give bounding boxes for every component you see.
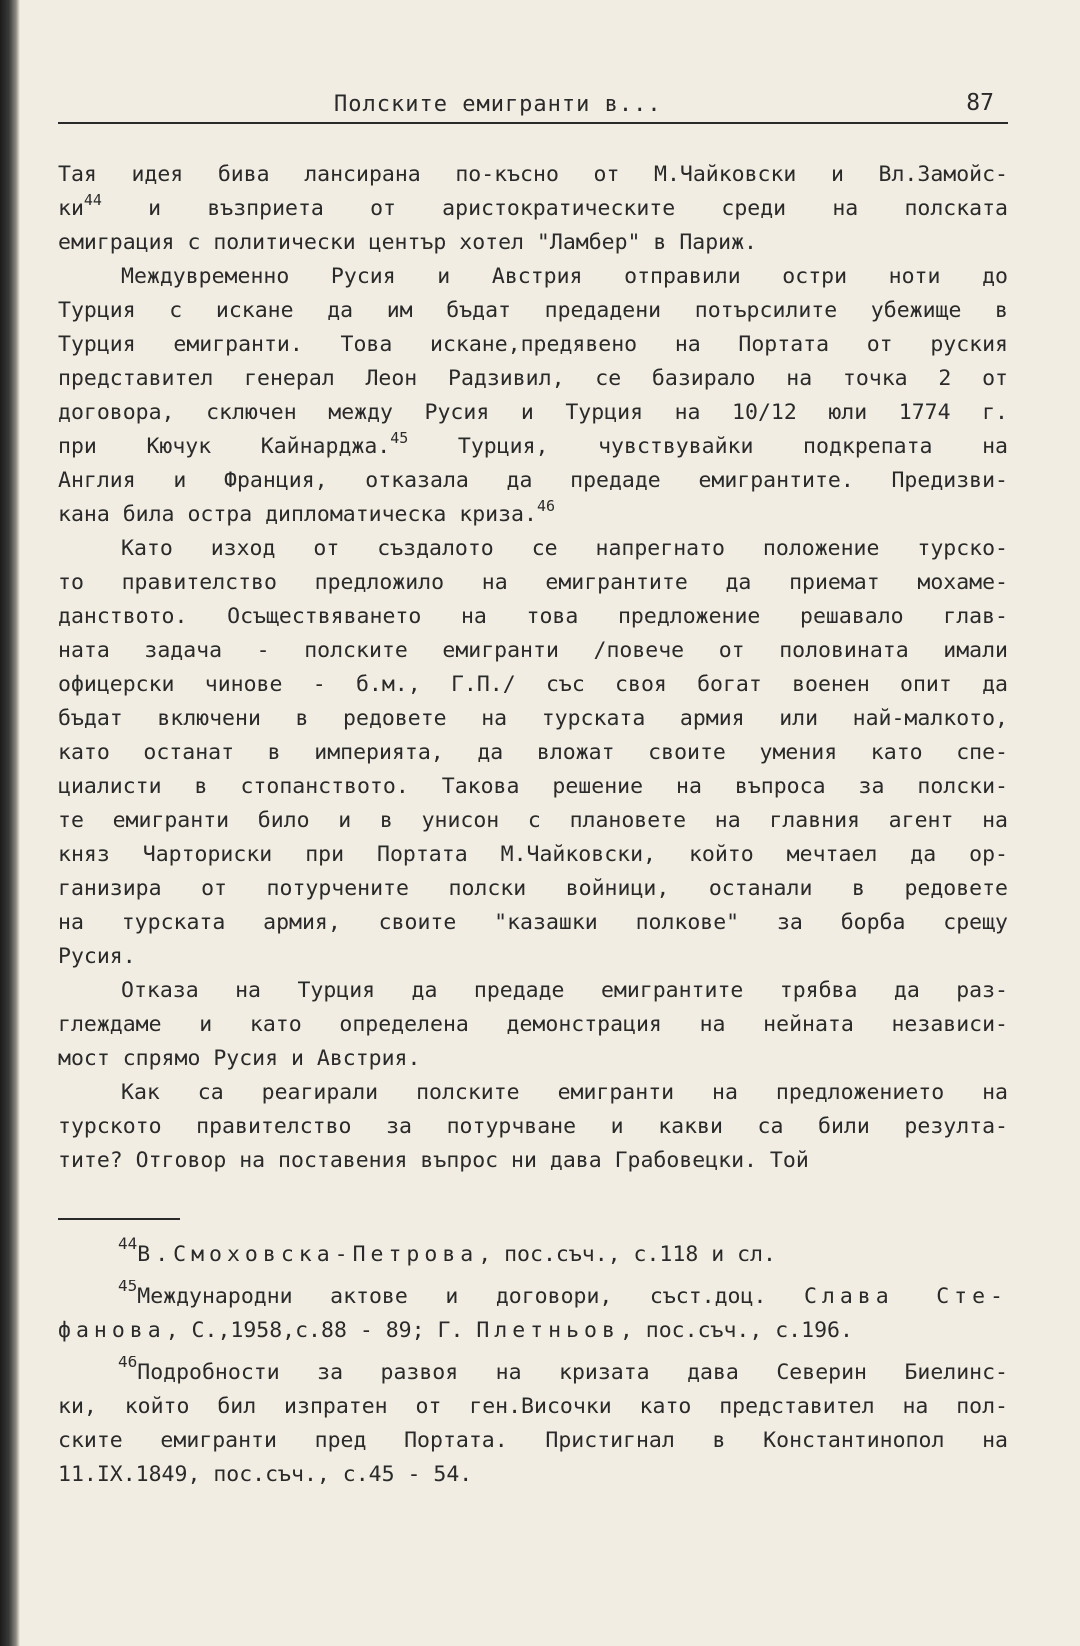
footnote-separator	[58, 1218, 180, 1220]
text-line: тите? Отговор на поставения въпрос ни дава Грабовецки. Той	[58, 1148, 809, 1173]
spaced-name: фанова	[58, 1318, 166, 1343]
footnote-number: 44	[118, 1234, 138, 1253]
footnote-line: $^{46}$Подробности за развоя на кризата дава Северин Биелинс-	[58, 1356, 1008, 1390]
text-line: Тая идея бива лансирана по-късно от М.Чайковски и Вл.Замойс-	[58, 162, 1008, 187]
footnote-line: фанова, С.,1958,с.88 - 89; Г. Плетньов, пос.съч., с.196.	[58, 1318, 853, 1343]
footnote	[58, 1234, 1008, 1272]
book-spine-shadow	[0, 0, 20, 1646]
spaced-name: В.Смоховска-Петрова	[137, 1242, 479, 1267]
footnote-line: ските емигранти пред Портата. Пристигнал в Константинопол на	[58, 1428, 1008, 1453]
text-line: циалисти в стопанството. Такова решение на въпроса за полски-	[58, 774, 1008, 799]
text-line: данството. Осъществяването на това предложение решавало глав-	[58, 604, 1008, 629]
text-line: турското правителство за потурчване и какви са били резулта-	[58, 1114, 1008, 1139]
running-title: Полските емигранти в...	[334, 92, 662, 117]
footnote-line: $^{45}$Международни актове и договори, съст.доц. Слава Сте-	[58, 1280, 1008, 1314]
text-line: Отказа на Турция да предаде емигрантите трябва да раз-	[121, 978, 1008, 1003]
text-line: Междувременно Русия и Австрия отправили остри ноти до	[121, 264, 1008, 289]
paragraph	[58, 260, 1008, 532]
paragraph	[58, 158, 1008, 260]
text-line: офицерски чинове - б.м., Г.П./ със своя богат военен опит да	[58, 672, 1008, 697]
page-header	[58, 88, 1008, 124]
text-line: мост спрямо Русия и Австрия.	[58, 1046, 421, 1071]
footnote-reference: 45	[390, 430, 409, 447]
text-line: емиграция с политически център хотел "Ламбер" в Париж.	[58, 230, 757, 255]
footnote-reference: 44	[83, 192, 102, 209]
paragraph	[58, 1076, 1008, 1178]
paragraph	[58, 532, 1008, 974]
text-line: глеждаме и като определена демонстрация на нейната независи-	[58, 1012, 1008, 1037]
footnote-line: 11.IX.1849, пос.съч., с.45 - 54.	[58, 1462, 473, 1487]
text-line: Англия и Франция, отказала да предаде емигрантите. Предизви-	[58, 468, 1008, 493]
footnote-line: $^{44}$В.Смоховска-Петрова, пос.съч., с.118 и сл.	[118, 1234, 776, 1267]
text-line: $ки^{44}$ и възприета от аристократическите среди на полската	[58, 192, 1008, 221]
text-line: представител генерал Леон Радзивил, се базирало на точка 2 от	[58, 366, 1008, 391]
text-line: като останат в империята, да вложат своите умения като спе-	[58, 740, 1008, 765]
text-line: то правителство предложило на емигрантите да приемат мохаме-	[58, 570, 1008, 595]
text-line: ганизира от потурчените полски войници, останали в редовете	[58, 876, 1008, 901]
text-line: Турция емигранти. Това искане,предявено на Портата от руския	[58, 332, 1008, 357]
text-line: Как са реагирали полските емигранти на предложението на	[121, 1080, 1008, 1105]
footnote-line: ки, който бил изпратен от ген.Височки като представител на пол-	[58, 1394, 1008, 1419]
footnote	[58, 1356, 1008, 1492]
text-line: при Кючук Кайнарджа.$^{45}$ Турция, чувствувайки подкрепата на	[58, 430, 1008, 459]
text-line: Русия.	[58, 944, 136, 969]
body-text	[58, 158, 1008, 1178]
text-line: те емигранти било и в унисон с плановете на главния агент на	[58, 808, 1008, 833]
footnote-number: 45	[118, 1280, 138, 1295]
text-line: договора, сключен между Русия и Турция на 10/12 юли 1774 г.	[58, 400, 1008, 425]
paragraph	[58, 974, 1008, 1076]
spaced-name: Слава Сте-	[803, 1284, 1008, 1309]
page-number: 87	[966, 90, 994, 116]
text-line: на турската армия, своите "казашки полкове" за борба срещу	[58, 910, 1008, 935]
footnotes	[58, 1234, 1008, 1492]
spaced-name: Плетньов	[476, 1318, 620, 1343]
text-line: ната задача - полските емигранти /повече от половината имали	[58, 638, 1008, 663]
document-page	[58, 88, 1008, 1492]
text-line: Турция с искане да им бъдат предадени потърсилите убежище в	[58, 298, 1008, 323]
footnote-reference: 46	[536, 497, 555, 515]
text-line: княз Чарториски при Портата М.Чайковски, който мечтаел да ор-	[58, 842, 1008, 867]
text-line: Като изход от създалото се напрегнато положение турско-	[121, 536, 1008, 561]
footnote-number: 46	[118, 1356, 138, 1371]
text-line: кана била остра дипломатическа криза.$^{46}$	[58, 497, 555, 527]
text-line: бъдат включени в редовете на турската армия или най-малкото,	[58, 706, 1008, 731]
footnote	[58, 1280, 1008, 1348]
